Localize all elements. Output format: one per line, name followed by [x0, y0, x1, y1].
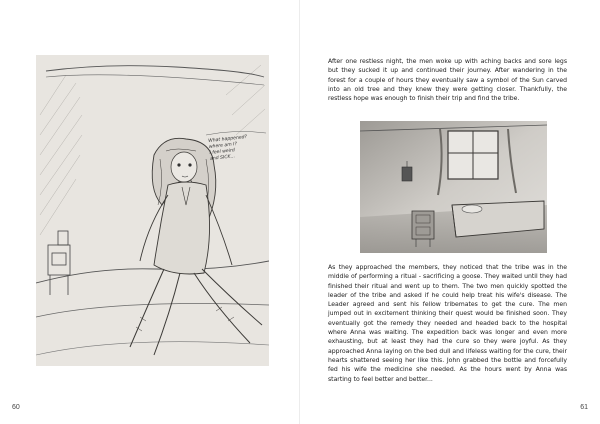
speech-line: What happened?	[208, 134, 248, 144]
story-paragraph-1: After one restless night, the men woke up with aching backs and sore legs but they sucked it up and continued their journey. After wandering in the forest for a couple of hours they eventually saw a symbol of the Sun carved into an old tree and they knew they were getting closer. Thankfully, the restless hope was enough to finish their trip and find the tribe.	[328, 58, 567, 103]
speech-line: where am I?	[208, 142, 238, 150]
story-paragraph-2: As they approached the members, they noticed that the tribe was in the middle of performing a ritual - sacrificing a goose. They waited until they had finished their ritual and went up to them. The two men quickly spotted the leader of the tribe and asked if he could help treat his wife's disease. The Leader agreed and sent his fellow tribemates to get the cure. The men jumped out in excitement thinking their quest would be finished soon. They eventually got the remedy they needed and headed back to the hospital where Anna was waiting. The expedition back was longer and even more exhausting, but at least they had the cure so they were joyful. As they approached Anna laying on the bed dull and lifeless waiting for the cure, their hearts shattered seeing her like this. John grabbed the bottle and forcefully fed his wife the medicine she needed. As the hours went by Anna was starting to feel better and better...	[328, 264, 567, 383]
hospital-room-sketch	[360, 121, 547, 253]
room-sketch-illustration	[360, 121, 547, 253]
pencil-sketch-illustration	[36, 55, 269, 366]
page-number-left: 60	[12, 404, 20, 411]
speech-line: I feel weird	[209, 148, 236, 156]
page-number-right: 61	[580, 404, 588, 411]
page-gutter	[299, 0, 300, 424]
girl-on-bed-sketch	[36, 55, 269, 366]
speech-line: and SICK...	[209, 154, 236, 162]
